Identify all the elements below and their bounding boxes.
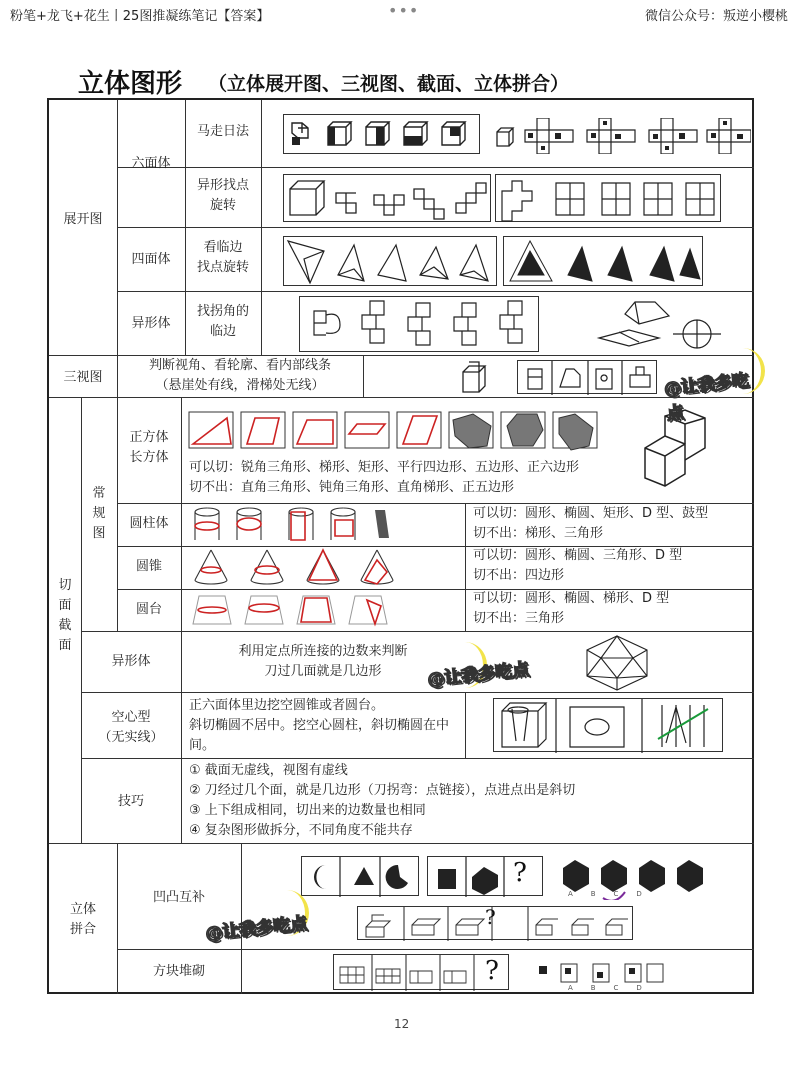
cube-views-figure [284,115,481,155]
irregular-strip [299,296,539,352]
irregular-options [589,298,729,354]
frustum-rules: 可以切：圆形、椭圆、梯形、D 型 切不出：三角形 [473,591,670,627]
unfold-label: 展开图 [63,212,103,227]
frustum-figures [191,592,401,630]
concave-question: ? [513,858,527,888]
frustum-label: 圆台 [135,602,162,617]
concave-a-figure [302,857,420,897]
odd-rotate-label: 异形找点 旋转 [196,178,249,214]
cube-section-figures [185,404,609,456]
block-label: 方块堆砌 [152,964,205,979]
hollow-label: 空心型 （无实线） [98,710,164,746]
cylinder-rules: 可以切：圆形、椭圆、矩形、D 型、鼓型 切不出：梯形、三角形 [473,506,709,542]
concave-question-2: ? [485,905,496,929]
watermark-2: @让我多吃点 [426,659,531,691]
tips-label: 技巧 [117,794,144,809]
threeview-label: 三视图 [63,370,103,385]
assembly-label: 立体 拼合 [69,902,96,938]
cube-views-strip [283,114,480,154]
irregular-figure [300,297,540,353]
page-title: 立体图形 [78,69,183,99]
horse-method-label: 马走日法 [196,124,249,139]
cylinder-figures [191,506,391,546]
odd-net-options-figure [496,175,722,223]
threeview-solid [457,358,493,396]
concave-letters: ABCD [568,890,660,898]
more-icon[interactable]: ••• [388,1,420,20]
watermark-3: @让我多吃点 [204,913,309,945]
cylinder-label: 圆柱体 [129,516,169,531]
tetrahedron-label: 四面体 [131,252,171,267]
page-number: 12 [394,1017,410,1031]
block-question: ? [485,956,499,986]
threeview-options-figure [518,361,658,395]
cone-figures [191,548,401,588]
hollow-rules: 正六面体里边挖空圆锥或者圆台。 斜切椭圆不居中。挖空心圆柱，斜切椭圆在中 间。 [189,698,450,754]
section-label: 切 面 截 面 [58,578,72,654]
odd-solid-rules: 利用定点所连接的边数来判断 刀过几面就是几边形 [238,644,408,680]
irregular-method-label: 找拐角的 临边 [196,304,249,340]
cube-net-options [495,118,751,154]
account-name: 微信公众号：叛逆小樱桃 [644,9,788,24]
threeview-options [517,360,657,394]
tetra-options [503,236,703,286]
cone-rules: 可以切：圆形、椭圆、三角形、D 型 切不出：四边形 [473,548,683,584]
hollow-figures-svg [494,699,724,753]
odd-solid-label: 异形体 [111,654,151,669]
status-bar [0,0,800,26]
irregular-label: 异形体 [131,316,171,331]
hollow-figures [493,698,723,752]
page-subtitle: （立体展开图、三视图、截面、立体拼合） [208,73,570,95]
cone-label: 圆锥 [135,559,162,574]
concave-strip-a [301,856,419,896]
notes-table [47,98,754,994]
tips-list [189,761,749,842]
tetra-options-figure [504,237,704,287]
hexahedron-label: 六面体 [131,156,171,171]
block-figure [334,955,510,991]
concave-c-figure [358,907,634,941]
tetra-figure [284,237,498,287]
tip-1: ① 截面无虚线，视图有虚线 [189,763,348,778]
threeview-rules: 判断视角、看轮廓、看内部线条 （悬崖处有线，滑梯处无线） [148,358,331,394]
tip-4: ④ 复杂图形做拆分，不同角度不能共存 [189,823,413,839]
regular-label: 常 规 图 [92,486,106,542]
icosahedron-figure [577,634,657,692]
block-strip [333,954,509,990]
odd-net-strip [283,174,491,222]
cube-section-rules: 可以切：锐角三角形、梯形、矩形、平行四边形、五边形、正六边形 切不出：直角三角形、钝角三角形、直角梯形、正五边形 [189,460,580,496]
odd-net-figure [284,175,492,223]
doc-source: 粉笔+龙飞+花生丨25图推凝练笔记【答案】 [10,9,270,24]
cube-label: 正方体 长方体 [129,430,169,466]
tip-3: ③ 上下组成相同，切出来的边数量也相同 [189,803,426,819]
tetra-strip [283,236,497,286]
block-letters: ABCD [568,984,660,992]
concave-label: 凹凸互补 [152,890,205,905]
odd-net-options [495,174,721,222]
tetra-method-label: 看临边 找点旋转 [196,240,249,276]
watermark-1: @让我多吃点 [663,370,750,425]
tip-2: ② 刀经过几个面，就是几边形（刀拐弯：点链接），点进点出是斜切 [189,783,576,799]
